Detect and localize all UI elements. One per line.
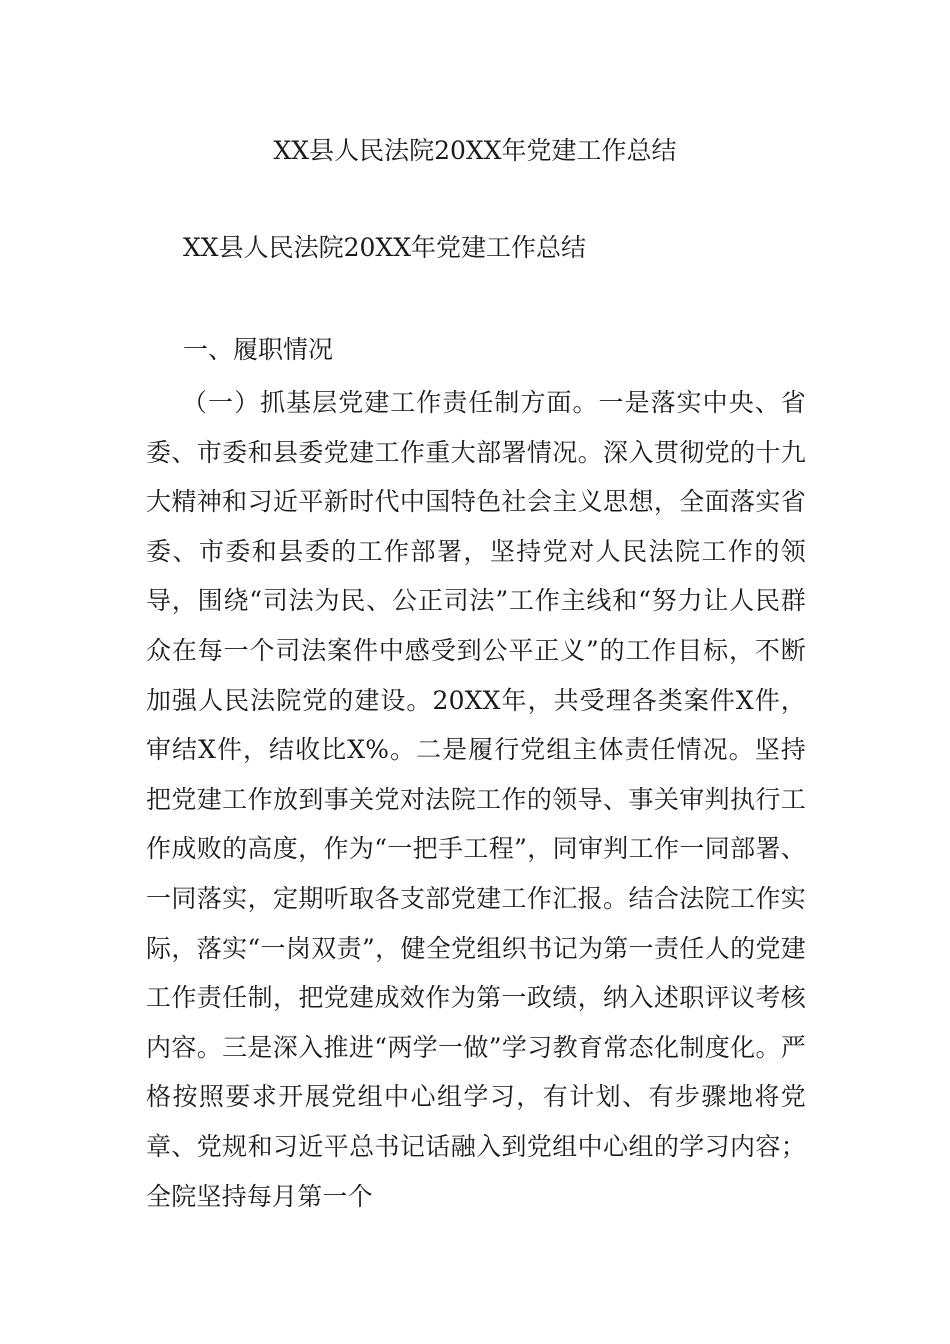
document-subtitle: XX县人民法院20XX年党建工作总结 bbox=[183, 233, 587, 262]
section-heading: 一、履职情况 bbox=[183, 335, 334, 364]
document-title: XX县人民法院20XX年党建工作总结 bbox=[273, 136, 677, 165]
body-paragraph: （一）抓基层党建工作责任制方面。一是落实中央、省委、市委和县委党建工作重大部署情况。深入贯彻党的十九大精神和习近平新时代中国特色社会主义思想，全面落实省委、市委和县委的工作部署，坚持党对人民法院工作的领导，围绕“司法为民、公正司法”工作主线和“努力让人民群众在每一个司法案件中感受到公平正义”的工作目标，不断加强人民法院党的建设。20XX年，共受理各类案件X件，审结X件，结收比X%。二是履行党组主体责任情况。坚持把党建工作放到事关党对法院工作的领导、事关审判执行工作成败的高度，作为“一把手工程”，同审判工作一同部署、一同落实，定期听取各支部党建工作汇报。结合法院工作实际，落实“一岗双责”，健全党组织书记为第一责任人的党建工作责任制，把党建成效作为第一政绩，纳入述职评议考核内容。三是深入推进“两学一做”学习教育常态化制度化。严格按照要求开展党组中心组学习，有计划、有步骤地将党章、党规和习近平总书记话融入到党组中心组的学习内容；全院坚持每月第一个 bbox=[146, 388, 806, 1211]
